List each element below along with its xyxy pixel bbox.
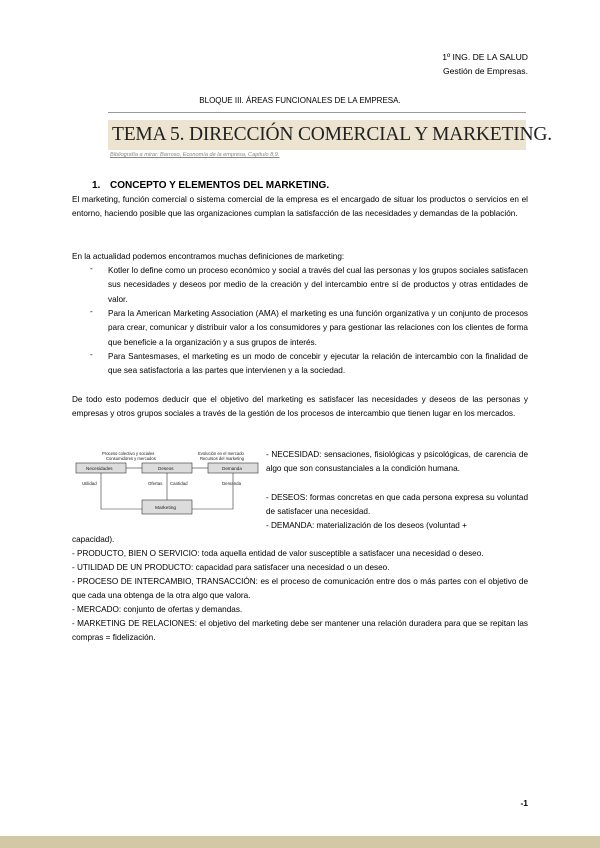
definitions-intro: En la actualidad podemos encontramos muchas definiciones de marketing:: [72, 252, 345, 261]
diagram-box-marketing-label: Marketing: [155, 506, 177, 511]
section-heading: [92, 180, 329, 191]
def-producto: - PRODUCTO, BIEN O SERVICIO: toda aquella entidad de valor susceptible a satisfacer una necesidad o deseo.: [72, 549, 484, 558]
bullet-dash: -: [90, 350, 93, 359]
diagram-label-top-left: Proceso colectivo y sociales: [102, 451, 155, 456]
diagram-label-top-left-2: Consumidores y mercados: [106, 456, 156, 461]
diagram-box-deseos-label: Deseos: [158, 466, 174, 471]
bullet-dash: -: [90, 264, 93, 273]
diagram-small-cantidad: Cantidad: [170, 481, 188, 486]
diagram-connector-right: [192, 473, 233, 509]
header-subject: Gestión de Empresas.: [442, 66, 528, 76]
def-mercado: - MERCADO: conjunto de ofertas y demandas.: [72, 605, 243, 614]
diagram-connector-left: [101, 473, 142, 509]
deduce-paragraph: De todo esto podemos deducir que el objetivo del marketing es satisfacer las necesidades y deseos de las personas y empresas y otros grupos sociales a través de la gestión de los procesos de intercambio que tienen lugar en los mercados.: [72, 395, 528, 419]
def-marketing-relaciones: - MARKETING DE RELACIONES: el objetivo del marketing debe ser mantener una relación duradera para que se repitan las compras = fidelización.: [72, 619, 528, 643]
def-capacidad: capacidad).: [72, 535, 115, 544]
footer-band: [0, 836, 600, 848]
definition-ama: Para la American Marketing Association (AMA) el marketing es una función organizativa y un conjunto de procesos para crear, comunicar y distribuir valor a los consumidores y para gestionar las relaciones con los clientes de forma que beneficie a la organización y a sus grupos de interés.: [108, 309, 528, 347]
definition-kotler: Kotler lo define como un proceso económico y social a través del cual las personas y los grupos sociales satisfacen sus necesidades y deseos por medio de la creación y del intercambio entre sí de productos y otras entidades de valor.: [108, 266, 528, 304]
diagram-box-demanda-label: Demanda: [222, 466, 242, 471]
diagram-small-utilidad: Utilidad: [82, 481, 97, 486]
header-course: 1º ING. DE LA SALUD: [442, 52, 528, 62]
marketing-concepts-diagram: [72, 449, 262, 521]
section-title: CONCEPTO Y ELEMENTOS DEL MARKETING.: [110, 180, 330, 191]
definition-santesmases: Para Santesmases, el marketing es un modo de concebir y ejecutar la relación de intercambio con la finalidad de que sea satisfactoria a las partes que intervienen y a la sociedad.: [108, 352, 528, 376]
page-title: TEMA 5. DIRECCIÓN COMERCIAL Y MARKETING.: [112, 124, 552, 145]
page-number: -1: [520, 798, 528, 808]
section-number: 1.: [92, 180, 101, 191]
diagram-label-top-right: Evolución en el mercado: [198, 451, 244, 456]
diagram-small-demanda: Demanda: [222, 481, 242, 486]
def-necesidad: - NECESIDAD: sensaciones, fisiológicas y psicológicas, de carencia de algo que son consustanciales a la condición humana.: [266, 450, 528, 474]
divider: [108, 112, 526, 113]
def-deseos: - DESEOS: formas concretas en que cada persona expresa su voluntad de satisfacer una necesidad.: [266, 493, 528, 517]
diagram-box-necesidades-label: Necesidades: [86, 466, 113, 471]
def-demanda: - DEMANDA: materialización de los deseos (voluntad +: [266, 521, 467, 530]
intro-paragraph: El marketing, función comercial o sistema comercial de la empresa es el encargado de situar los productos o servicios en el entorno, haciendo posible que las organizaciones cumplan la satisfacción de las necesidades y demandas de la población.: [72, 195, 528, 219]
def-proceso-intercambio: - PROCESO DE INTERCAMBIO, TRANSACCIÓN: es el proceso de comunicación entre dos o más partes con el objetivo de que cada una obtenga de la otra algo que valora.: [72, 577, 528, 601]
bibliography-link[interactable]: Bibliografía a mirar: Barroso, Economía de la empresa, Capitulo 8,9.: [110, 152, 280, 158]
block-title: BLOQUE III. ÁREAS FUNCIONALES DE LA EMPRESA.: [199, 96, 401, 105]
diagram-label-top-right-2: Recursos del marketing: [200, 456, 244, 461]
diagram-small-ofertas: Ofertas: [148, 481, 163, 486]
bullet-dash: -: [90, 307, 93, 316]
def-utilidad: - UTILIDAD DE UN PRODUCTO: capacidad para satisfacer una necesidad o un deseo.: [72, 563, 390, 572]
